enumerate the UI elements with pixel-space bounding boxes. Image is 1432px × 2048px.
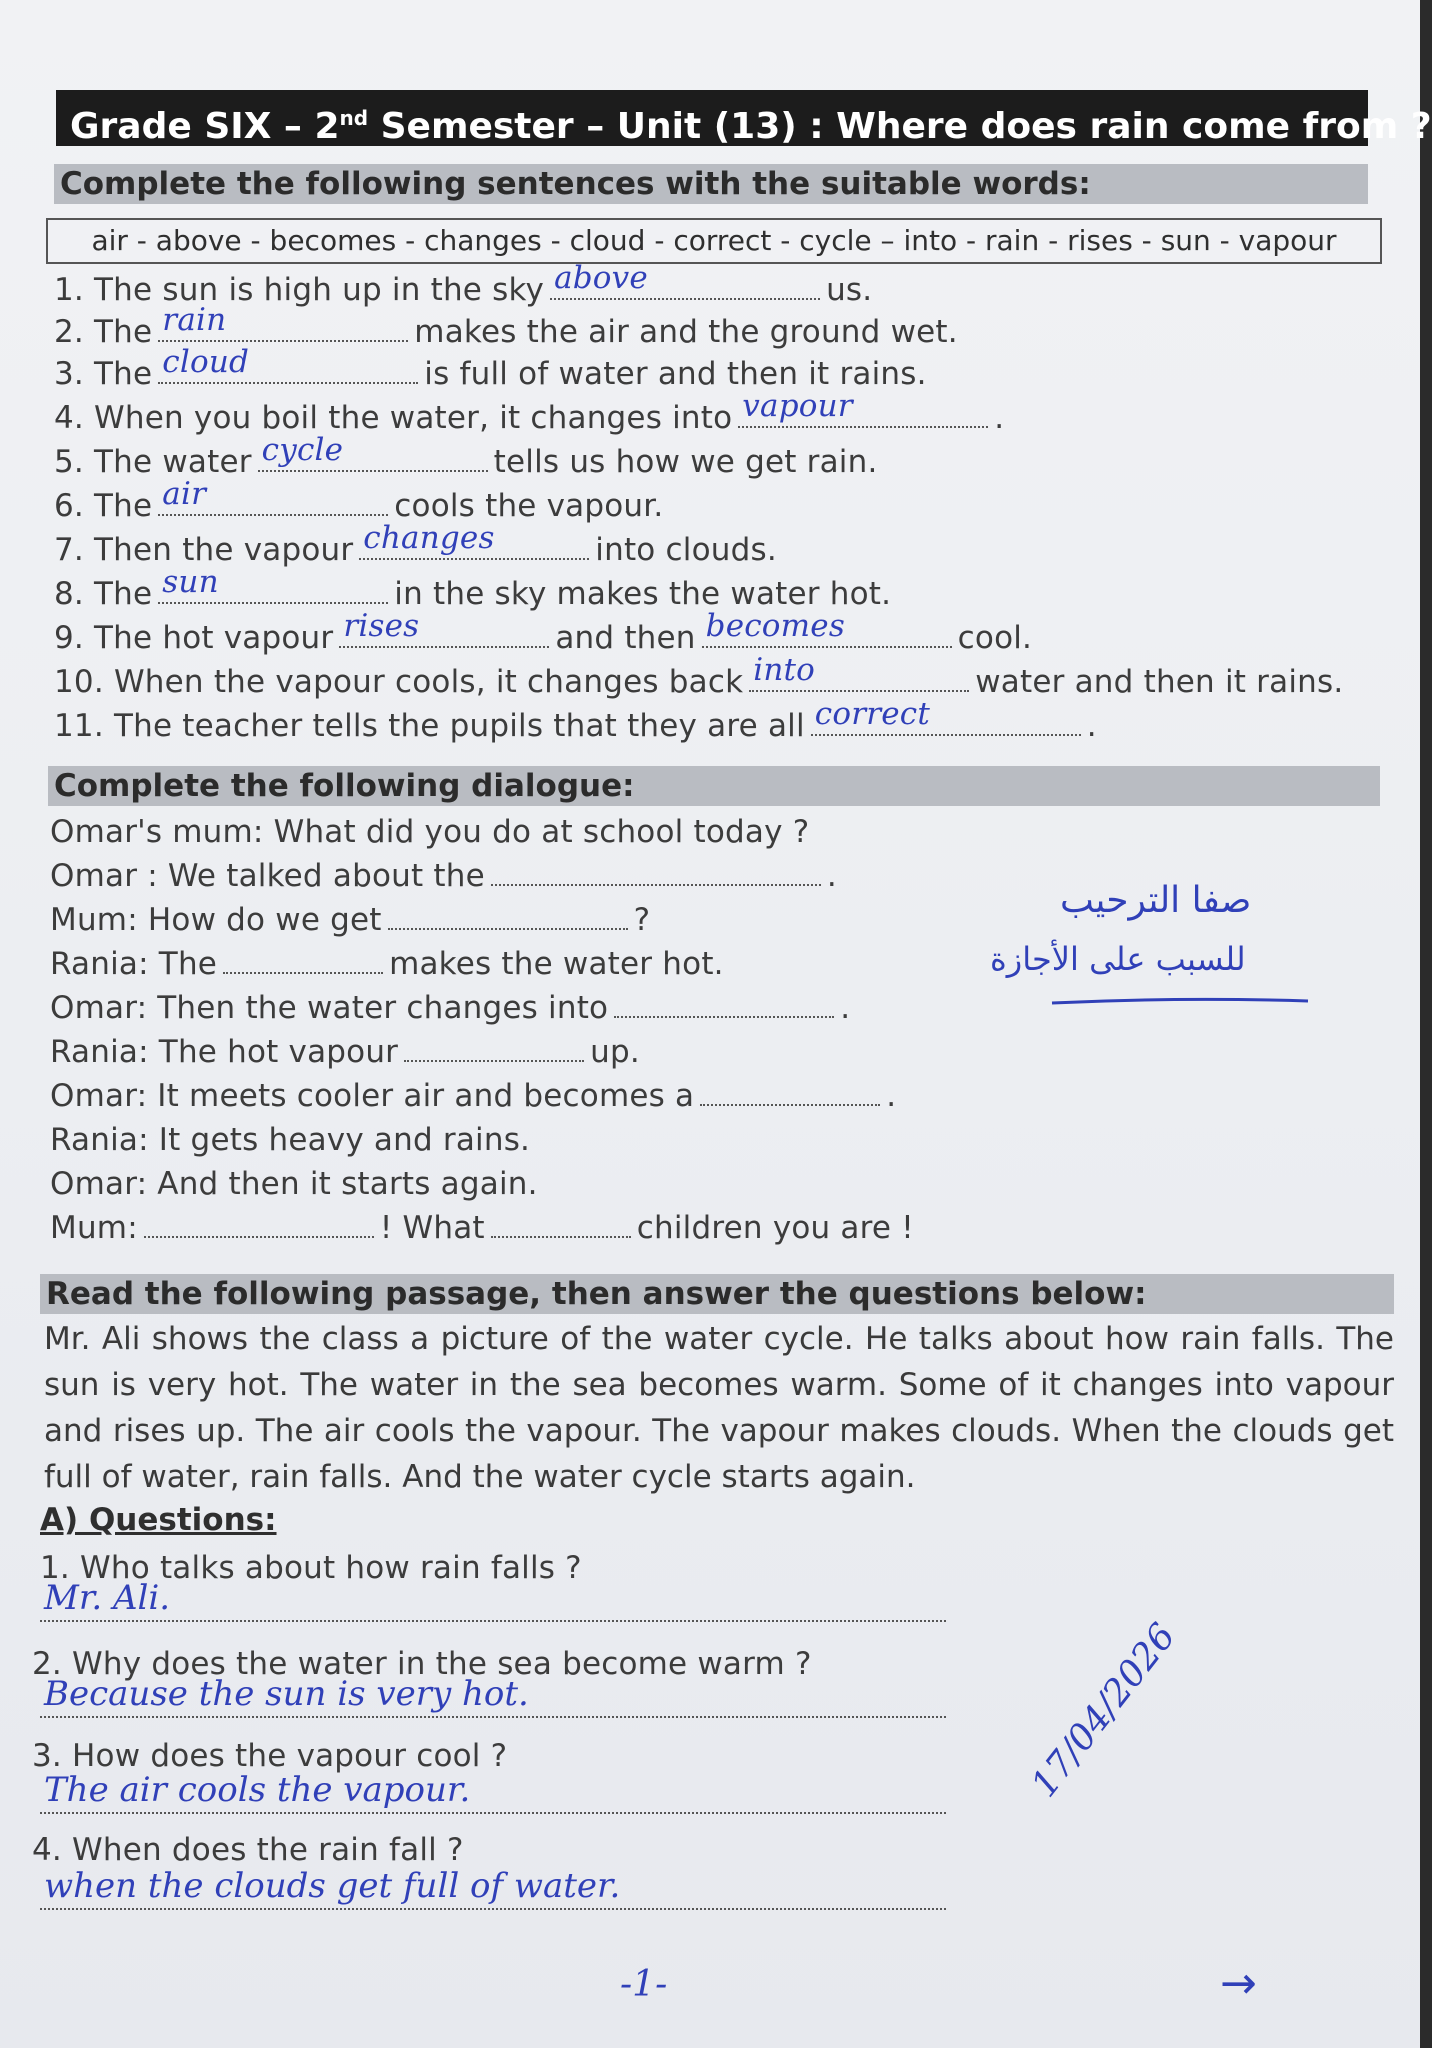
handwritten-answer: vapour — [742, 388, 853, 424]
dialogue-line-3: Mum: How do we get ? — [50, 902, 651, 938]
handwritten-answer: into — [753, 652, 816, 688]
sentence-10: 10. When the vapour cools, it changes back into water and then it rains. — [54, 652, 1344, 700]
answer-line-2 — [40, 1676, 946, 1718]
answer-line-3 — [40, 1772, 946, 1814]
reading-passage: Mr. Ali shows the class a picture of the water cycle. He talks about how rain falls. The sun is very hot. The water in the sea becomes warm. Some of it changes into vapour and rises up. The air cools the vapour. The vapour makes clouds. When the clouds get full of water, rain falls. And the water cycle starts again. — [44, 1321, 1394, 1495]
question-4: 4. When does the rain fall ? — [32, 1832, 464, 1868]
handwritten-answer: above — [554, 260, 648, 296]
page-number: -1- — [620, 1964, 668, 2005]
section-heading-complete-sentences: Complete the following sentences with the suitable words: — [54, 164, 1368, 204]
handwritten-date: 17/04/2026 — [1023, 1616, 1184, 1805]
sentence-4: 4. When you boil the water, it changes into vapour . — [54, 388, 1005, 436]
sentence-1: 1. The sun is high up in the sky above us. — [54, 260, 873, 308]
word-bank: air - above - becomes - changes - cloud - correct - cycle – into - rain - rises - sun - vapour — [46, 218, 1382, 264]
dialogue-line-4: Rania: The makes the water hot. — [50, 946, 724, 982]
section-heading-reading: Read the following passage, then answer the questions below: — [40, 1274, 1394, 1314]
handwritten-answer: correct — [814, 696, 930, 732]
sentence-6: 6. The air cools the vapour. — [54, 476, 664, 524]
question-3: 3. How does the vapour cool ? — [32, 1738, 508, 1774]
sentence-9: 9. The hot vapour rises and then becomes cool. — [54, 608, 1033, 656]
handwritten-answer: Mr. Ali. — [44, 1578, 171, 1618]
dialogue-line-6: Rania: The hot vapour up. — [50, 1034, 640, 1070]
handwritten-answer: becomes — [705, 608, 845, 644]
worksheet-title: Grade SIX – 2nd Semester – Unit (13) : Where does rain come from ? — [56, 90, 1368, 146]
handwritten-answer: air — [162, 476, 207, 512]
handwritten-answer: when the clouds get full of water. — [44, 1866, 621, 1906]
handwritten-margin-note: للسبب على الأجازة — [990, 940, 1246, 978]
handwritten-answer: cycle — [261, 432, 344, 468]
answer-line-4 — [40, 1868, 946, 1910]
handwritten-margin-note: صفا الترحيب — [1060, 880, 1252, 921]
sentence-3: 3. The cloud is full of water and then it rains. — [54, 344, 927, 392]
handwritten-answer: changes — [363, 520, 495, 556]
sentence-11: 11. The teacher tells the pupils that they are all correct . — [54, 696, 1097, 744]
dialogue-line-7: Omar: It meets cooler air and becomes a . — [50, 1078, 897, 1114]
dialogue-line-10: Mum: ! What children you are ! — [50, 1210, 914, 1246]
sentence-5: 5. The water cycle tells us how we get rain. — [54, 432, 878, 480]
dialogue-line-9: Omar: And then it starts again. — [50, 1166, 538, 1202]
next-page-arrow: → — [1220, 1958, 1257, 2009]
dialogue-line-8: Rania: It gets heavy and rains. — [50, 1122, 531, 1158]
section-heading-dialogue: Complete the following dialogue: — [48, 766, 1380, 806]
handwritten-answer: The air cools the vapour. — [44, 1770, 471, 1810]
handwritten-answer: rain — [162, 302, 227, 338]
handwritten-answer: rises — [343, 608, 420, 644]
handwritten-answer: Because the sun is very hot. — [44, 1674, 529, 1714]
dialogue-line-2: Omar : We talked about the . — [50, 858, 837, 894]
answer-line-1 — [40, 1580, 946, 1622]
handwritten-underline — [1050, 995, 1310, 1007]
question-1: 1. Who talks about how rain falls ? — [40, 1550, 582, 1586]
sentence-7: 7. Then the vapour changes into clouds. — [54, 520, 777, 568]
dialogue-line-1: Omar's mum: What did you do at school today ? — [50, 814, 810, 850]
handwritten-answer: cloud — [162, 344, 250, 380]
sentence-2: 2. The rain makes the air and the ground wet. — [54, 302, 958, 350]
handwritten-answer: sun — [162, 564, 219, 600]
question-2: 2. Why does the water in the sea become warm ? — [32, 1646, 812, 1682]
dialogue-line-5: Omar: Then the water changes into . — [50, 990, 851, 1026]
questions-heading: A) Questions: — [40, 1502, 277, 1538]
sentence-8: 8. The sun in the sky makes the water hot. — [54, 564, 892, 612]
